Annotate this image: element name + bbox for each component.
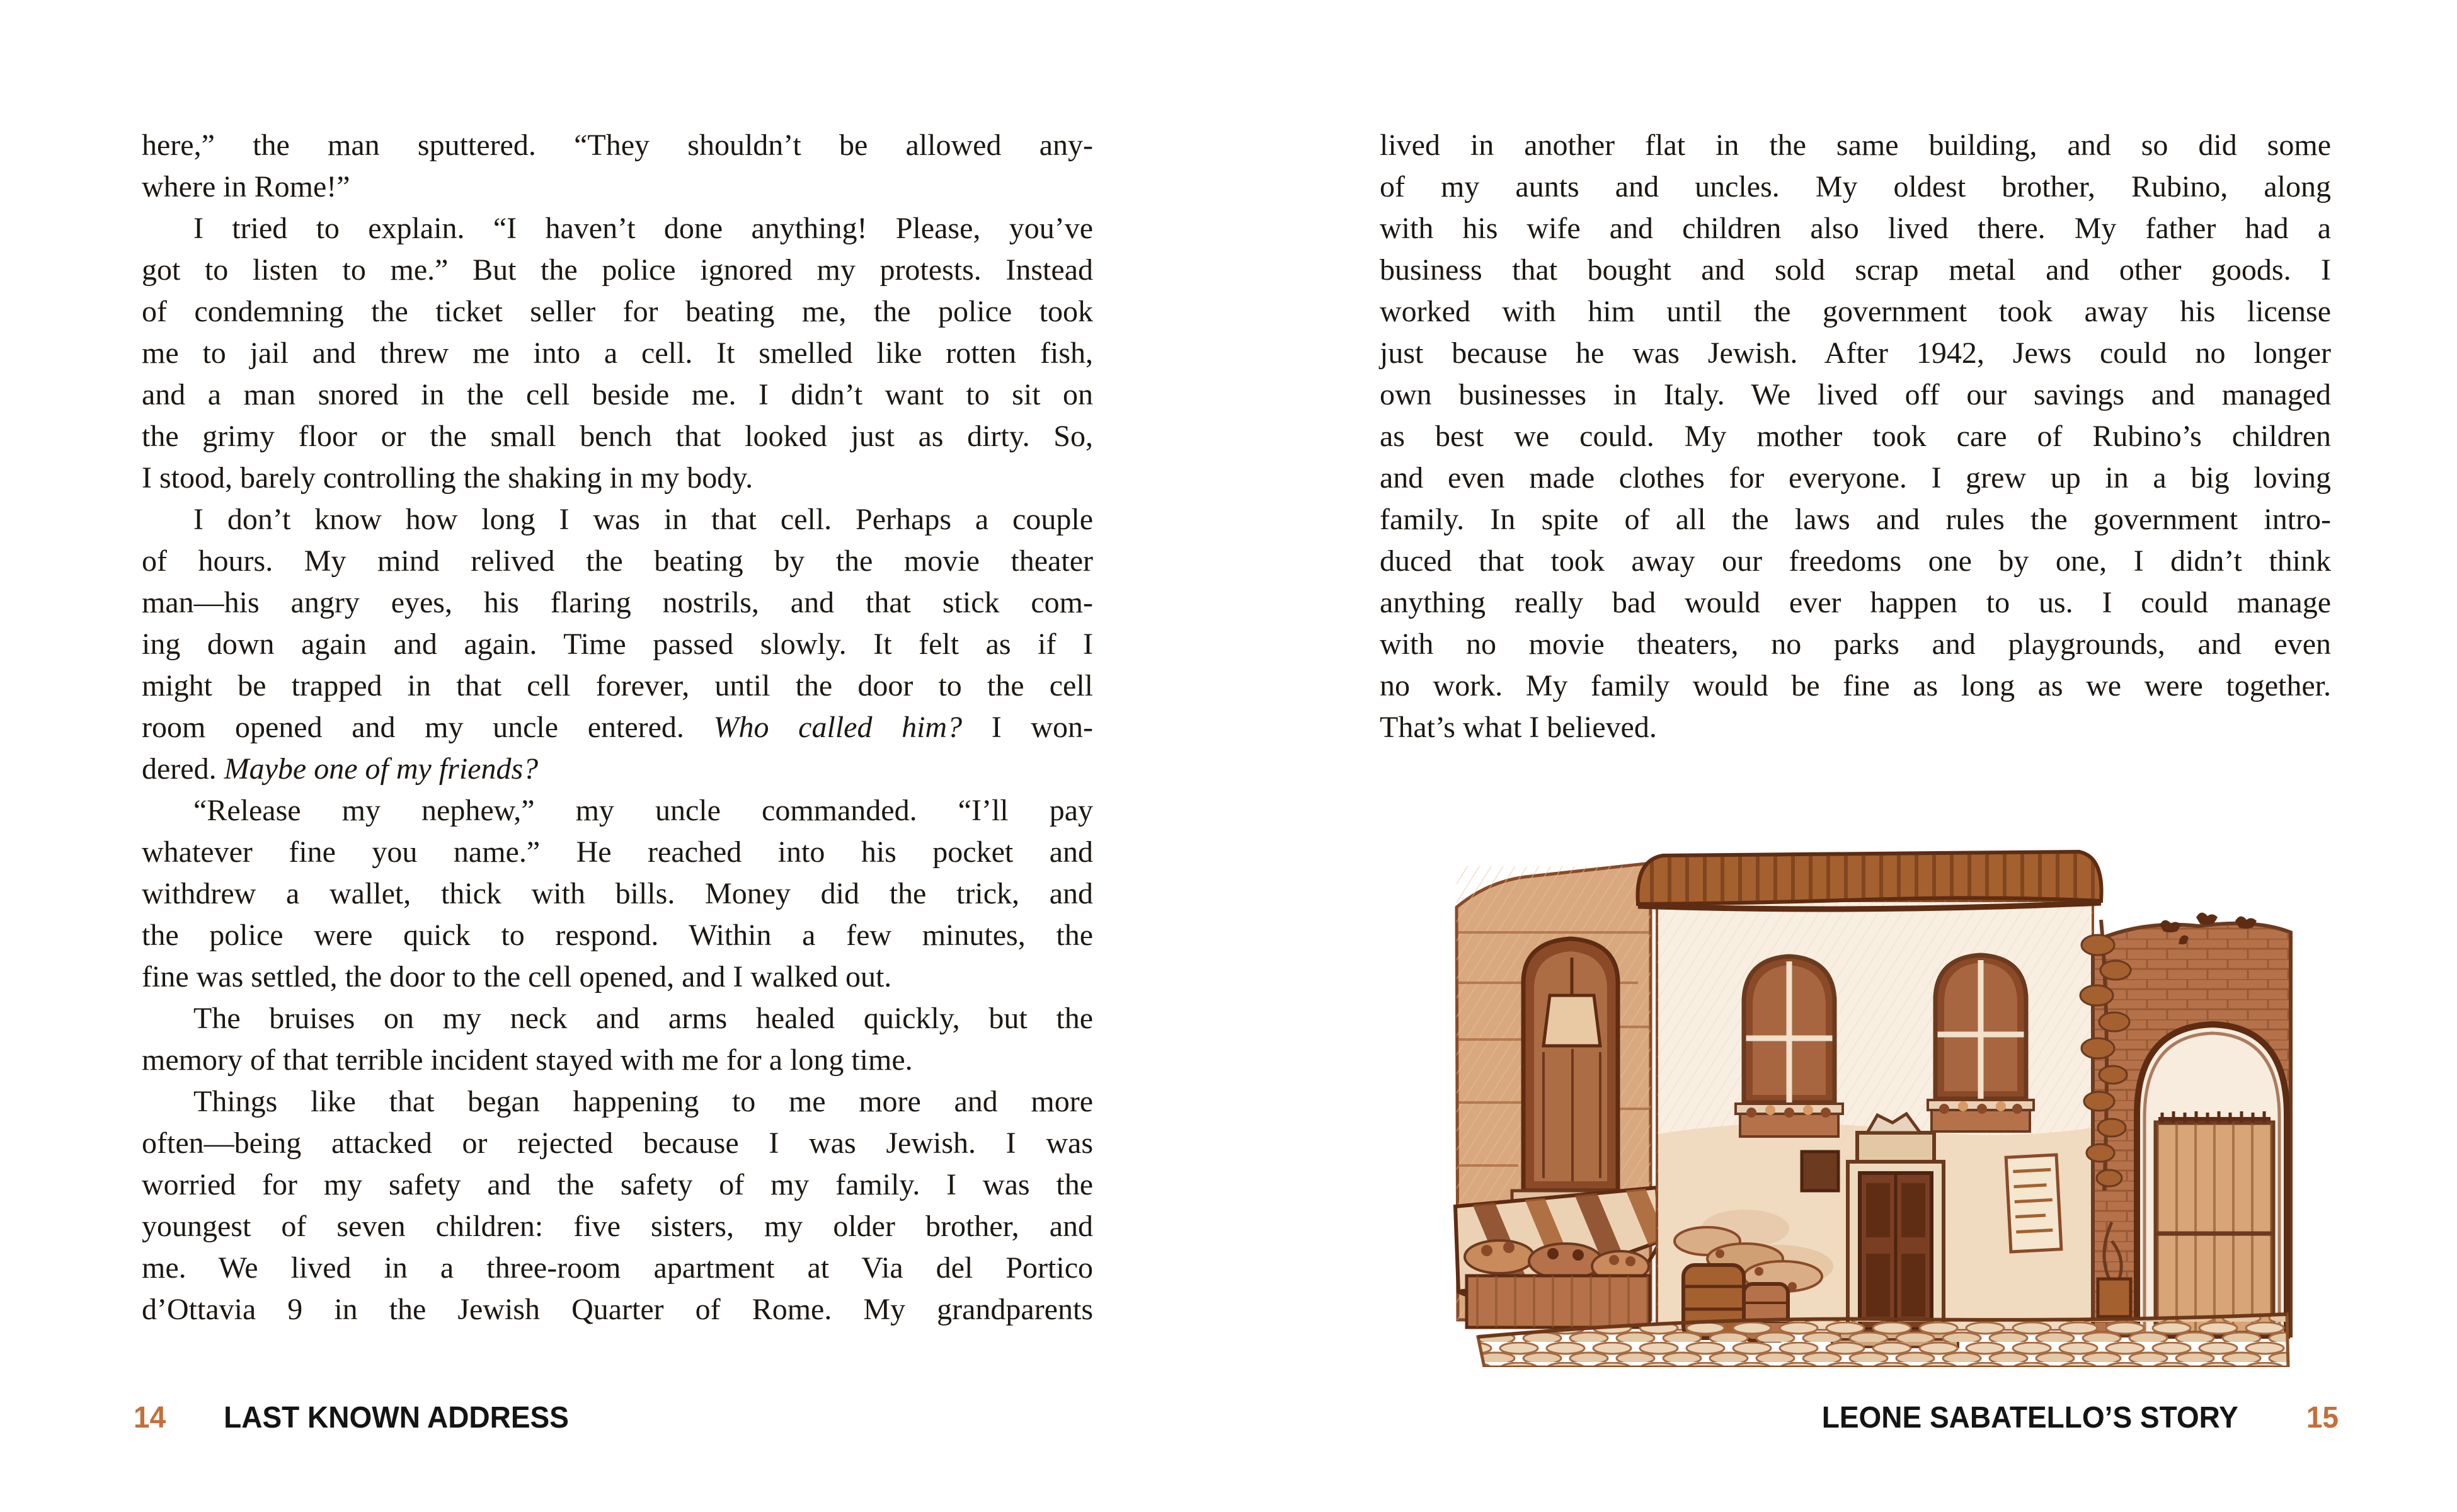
text-line: me to jail and threw me into a cell. It smelled like rotten fish,	[142, 336, 1093, 370]
text-line: “Release my nephew,” my uncle commanded. “I’ll pay	[193, 794, 1093, 827]
text-line: with his wife and children also lived there. My father had a	[1380, 212, 2331, 245]
text-line: room opened and my uncle entered. Who called him? I won-	[142, 711, 1094, 744]
text-line: duced that took away our freedoms one by one, I didn’t think	[1380, 544, 2331, 578]
wooden-gate	[2156, 1111, 2273, 1333]
text-line: often—being attacked or rejected because I was Jewish. I was	[142, 1126, 1093, 1160]
text-line: worked with him until the government took away his license	[1380, 295, 2331, 328]
tiled-roof	[1638, 852, 2102, 909]
text-line: fine was settled, the door to the cell opened, and I walked out.	[142, 960, 892, 994]
text-line: memory of that terrible incident stayed with me for a long time.	[142, 1043, 913, 1077]
text-line: withdrew a wallet, thick with bills. Money did the trick, and	[142, 877, 1093, 910]
tall-window	[1512, 939, 1629, 1210]
left-page-footer	[134, 1399, 569, 1439]
text-line: I tried to explain. “I haven’t done anything! Please, you’ve	[193, 212, 1093, 245]
text-line: lived in another flat in the same building, and so did some	[1380, 129, 2331, 162]
text-line: the police were quick to respond. Within a few minutes, the	[142, 919, 1093, 952]
running-title-left: LAST KNOWN ADDRESS	[224, 1400, 569, 1435]
text-line: and a man snored in the cell beside me. I didn’t want to sit on	[142, 378, 1093, 411]
page-number-right: 15	[2306, 1400, 2339, 1435]
wall-poster	[2006, 1155, 2061, 1252]
text-line: the grimy floor or the small bench that looked just as dirty. So,	[142, 420, 1093, 453]
text-line: got to listen to me.” But the police ignored my protests. Instead	[142, 253, 1093, 287]
text-line: as best we could. My mother took care of Rubino’s children	[1380, 420, 2331, 453]
market-stall	[1465, 1240, 1649, 1327]
text-line: man—his angry eyes, his flaring nostrils, and that stick com-	[142, 586, 1093, 619]
text-line: The bruises on my neck and arms healed quickly, but the	[193, 1002, 1093, 1035]
text-line: where in Rome!”	[142, 170, 350, 203]
text-line: me. We lived in a three-room apartment at Via del Portico	[142, 1251, 1093, 1285]
page-left	[0, 0, 1228, 1512]
right-page-text	[1380, 125, 2331, 748]
illustration-jewish-quarter-street	[1449, 838, 2293, 1367]
text-line: youngest of seven children: five sisters, my older brother, and	[142, 1210, 1093, 1243]
text-line: worried for my safety and the safety of my family. I was the	[142, 1168, 1093, 1201]
text-line: ing down again and again. Time passed slowly. It felt as if I	[142, 627, 1093, 661]
text-line: dered. Maybe one of my friends?	[142, 752, 539, 786]
text-line: and even made clothes for everyone. I grew up in a big loving	[1380, 461, 2331, 495]
text-line: d’Ottavia 9 in the Jewish Quarter of Rome. My grandparents	[142, 1293, 1093, 1326]
text-line: of hours. My mind relived the beating by the movie theater	[142, 544, 1093, 578]
page-number-left: 14	[134, 1400, 166, 1435]
stucco-house	[1638, 852, 2102, 1347]
text-line: whatever fine you name.” He reached into his pocket and	[142, 835, 1093, 869]
text-line: I don’t know how long I was in that cell. Perhaps a couple	[193, 503, 1093, 536]
text-line: own businesses in Italy. We lived off our savings and managed	[1380, 378, 2331, 411]
arched-window-left	[1736, 956, 1843, 1137]
text-line: family. In spite of all the laws and rules the government intro-	[1380, 503, 2331, 536]
stone-building-left	[1455, 863, 1682, 1327]
text-line: Things like that began happening to me more and more	[193, 1085, 1093, 1118]
text-line: of my aunts and uncles. My oldest brother, Rubino, along	[1380, 170, 2331, 203]
text-line: business that bought and sold scrap metal and other goods. I	[1380, 253, 2331, 287]
text-line: I stood, barely controlling the shaking in my body.	[142, 461, 753, 495]
left-page-text	[142, 125, 1093, 1331]
text-line: of condemning the ticket seller for beating me, the police took	[142, 295, 1093, 328]
text-line: anything really bad would ever happen to us. I could manage	[1380, 586, 2331, 619]
small-window	[1802, 1152, 1838, 1191]
text-line: here,” the man sputtered. “They shouldn’t be allowed any-	[142, 129, 1093, 162]
text-line: might be trapped in that cell forever, until the door to the cell	[142, 669, 1093, 702]
text-line: no work. My family would be fine as long as we were together.	[1380, 669, 2331, 702]
page-right	[1228, 0, 2457, 1512]
running-title-right: LEONE SABATELLO’S STORY	[1821, 1400, 2238, 1435]
text-line: just because he was Jewish. After 1942, Jews could no longer	[1380, 336, 2331, 370]
right-page-footer	[1822, 1399, 2339, 1439]
text-line: That’s what I believed.	[1380, 711, 1657, 744]
arched-window-right	[1928, 955, 2034, 1131]
text-line: with no movie theaters, no parks and playgrounds, and even	[1380, 627, 2331, 661]
